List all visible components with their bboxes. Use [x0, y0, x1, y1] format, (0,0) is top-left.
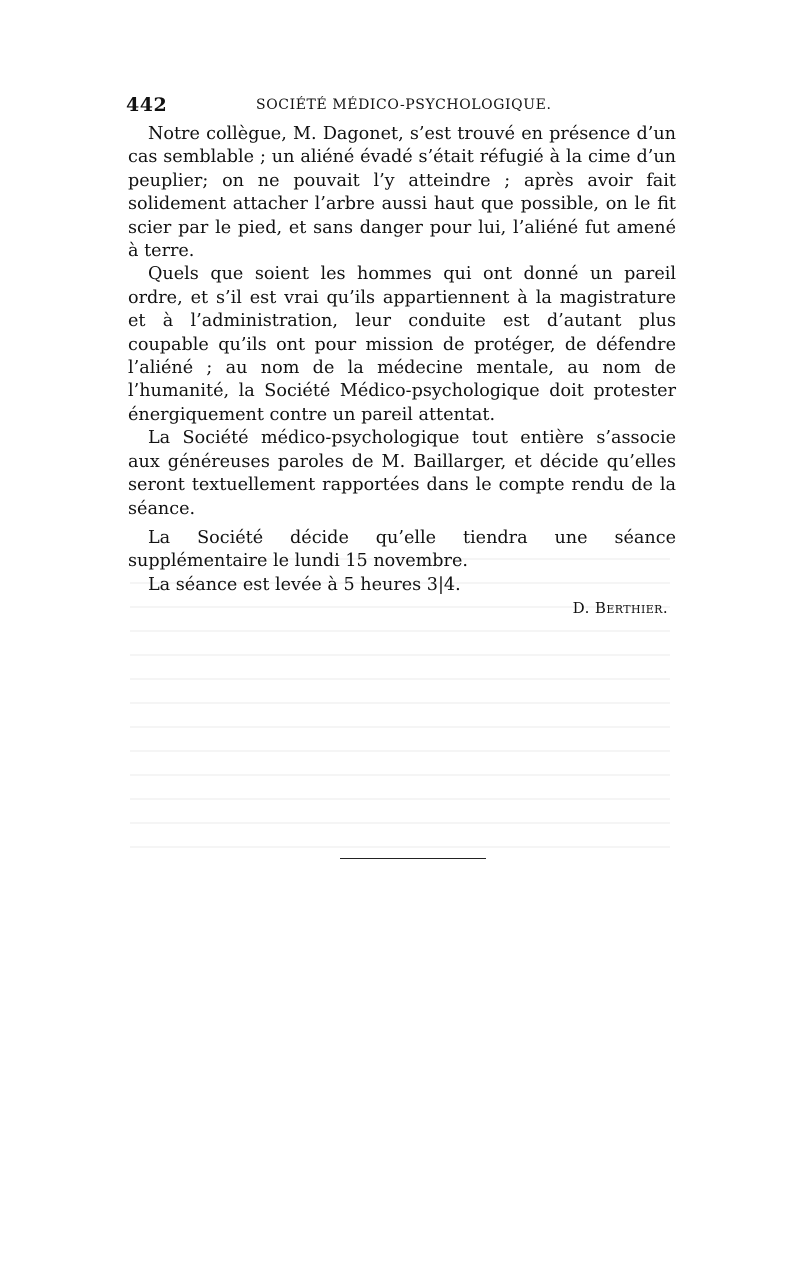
page-header	[126, 94, 678, 118]
section-end-rule	[340, 858, 486, 859]
paragraph-adjournment: La séance est levée à 5 heures 3|4.	[148, 574, 461, 595]
running-head: SOCIÉTÉ MÉDICO-PSYCHOLOGIQUE.	[256, 97, 552, 113]
paragraph-association: La Société médico-psychologique tout entière s’associe aux généreuses paroles de M. Baillarger, et décide qu’elles seront textuellement rapportées dans le compte rendu de la séance.	[128, 428, 676, 519]
paragraph-protest: Quels que soient les hommes qui ont donné un pareil ordre, et s’il est vrai qu’ils appartiennent à la magistrature et à l’administration, leur conduite est d’autant plus coupable qu’ils ont pour mission de protéger, de défendre l’aliéné ; au nom de la médecine mentale, au nom de l’humanité, la Société Médico-psychologique doit protester énergiquement contre un pareil attentat.	[128, 264, 676, 425]
signature	[128, 597, 676, 620]
paragraph-supplementary-session: La Société décide qu’elle tiendra une séance supplémentaire le lundi 15 novembre.	[128, 527, 676, 572]
signature-name: D. Berthier.	[572, 599, 668, 618]
page-number: 442	[126, 94, 168, 116]
page-body	[128, 123, 676, 621]
paragraph-dagonet: Notre collègue, M. Dagonet, s’est trouvé en présence d’un cas semblable ; un aliéné évadé s’était réfugié à la cime d’un peuplier; on ne pouvait l’y atteindre ; après avoir fait solidement attacher l’arbre aussi haut que possible, on le fit scier par le pied, et sans danger pour lui, l’aliéné fut amené à terre.	[128, 124, 676, 262]
